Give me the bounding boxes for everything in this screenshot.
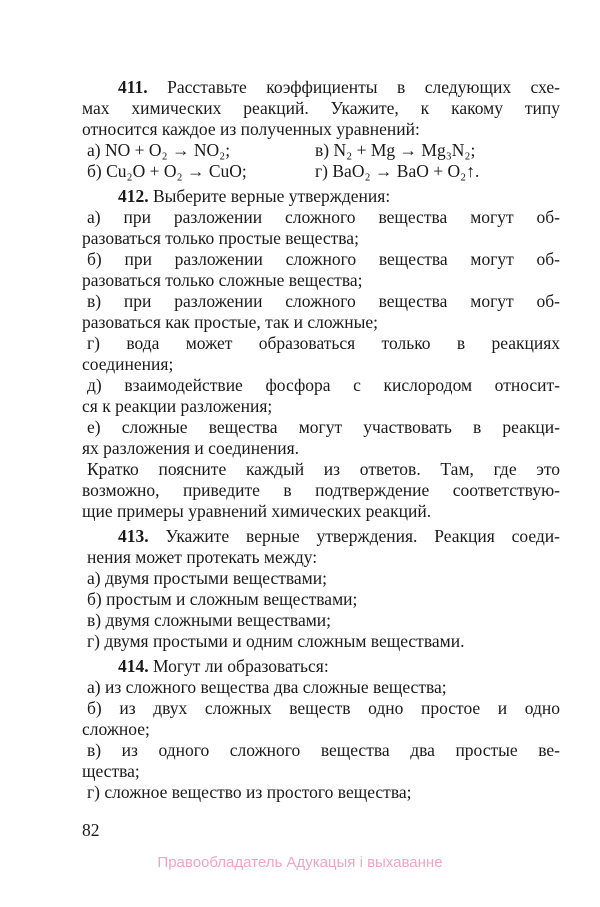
text-line: щества; xyxy=(82,761,140,781)
text-line: соединения; xyxy=(82,354,174,374)
text-line: а) при разложении сложного вещества могут об- xyxy=(87,207,560,227)
item-list xyxy=(82,677,560,803)
list-item xyxy=(82,417,560,459)
text-line: ях разложения и соединения. xyxy=(82,438,299,458)
text-line: мах химических реакций. Укажите, к какому типу xyxy=(82,98,560,118)
list-item xyxy=(82,782,560,803)
equation-row: а) NO + O₂ → NO₂; в) N₂ + Mg → Mg₃N₂; xyxy=(87,140,476,160)
list-item: б) простым и сложным веществами; xyxy=(87,589,358,609)
text-line: сложное; xyxy=(82,719,150,739)
text-line: д) взаимодействие фосфора с кислородом относит- xyxy=(87,375,560,395)
exercise-number: 412. xyxy=(118,186,149,206)
text-line: разоваться как простые, так и сложные; xyxy=(82,312,379,332)
exercise-412: 412. Выберите верные утверждения: а) при разложении сложного вещества могут об- разоваться только простые вещества; б) при разложении сложного вещества могут об- разоваться только сложные вещества; в) при разложении сложного вещества могут об- разоваться как простые, так и сложные; г) вода может образоваться только в реакциях соединения; д) взаимодействие фосфора с кислородом относит- ся к реакции разложения; е) сложные вещества могут участвовать в реакци- ях разложения и соединения. Кратко поясните каждый из ответов. Там, где это возможно, приведите в подтверждение соответствую- щие примеры уравнений химических реакций. xyxy=(82,186,560,521)
text-line: е) сложные вещества могут участвовать в реакци- xyxy=(87,417,560,437)
exercise-number: 413. xyxy=(118,526,149,546)
text-line: разоваться только сложные вещества; xyxy=(82,270,363,290)
watermark: Правообладатель Адукацыя і выхаванне xyxy=(157,854,443,871)
text-line: щие примеры уравнений химических реакций. xyxy=(82,501,432,521)
text-line: в) из одного сложного вещества два простые ве- xyxy=(87,740,560,760)
list-item xyxy=(82,459,560,522)
list-item xyxy=(82,677,560,698)
page-text xyxy=(82,77,560,807)
text-line: в) при разложении сложного вещества могут об- xyxy=(87,291,560,311)
text-line: г) вода может образоваться только в реакциях xyxy=(87,333,560,353)
text-line: относится каждое из полученных уравнений: xyxy=(82,119,420,139)
list-item: в) двумя сложными веществами; xyxy=(87,610,332,630)
list-item: а) двумя простыми веществами; xyxy=(87,568,327,588)
list-item xyxy=(82,291,560,333)
page-number: 82 xyxy=(82,820,100,840)
list-item xyxy=(82,740,560,782)
equation-row: б) Cu₂O + O₂ → CuO; г) BaO₂ → BaO + O₂↑. xyxy=(87,161,480,181)
exercise-413: 413. Укажите верные утверждения. Реакция соеди- нения может протекать между: а) двумя простыми веществами; б) простым и сложным веществами; в) двумя сложными веществами; г) двумя простыми и одним сложным веществами. xyxy=(82,526,560,652)
text-line: а) из сложного вещества два сложные вещества; xyxy=(87,677,447,697)
text-line: б) при разложении сложного вещества могут об- xyxy=(87,249,560,269)
list-item xyxy=(82,375,560,417)
text-line: Кратко поясните каждый из ответов. Там, где это xyxy=(87,459,560,479)
item-list xyxy=(82,207,560,522)
list-item xyxy=(82,207,560,249)
exercise-number: 411. xyxy=(118,77,148,97)
list-item: г) двумя простыми и одним сложным веществами. xyxy=(87,631,465,651)
list-item xyxy=(82,333,560,375)
list-item xyxy=(82,249,560,291)
text-line: б) из двух сложных веществ одно простое и одно xyxy=(87,698,560,718)
exercise-411: 411. Расставьте коэффициенты в следующих схе- мах химических реакций. Укажите, к какому типу относится каждое из полученных уравнений: а) NO + O₂ → NO₂; в) N₂ + Mg → Mg₃N₂; б) Cu₂O + O₂ → CuO; г) BaO₂ → BaO + O₂↑. xyxy=(82,77,560,181)
list-item xyxy=(82,698,560,740)
text-line: возможно, приведите в подтверждение соответствую- xyxy=(82,480,560,500)
text-line: ся к реакции разложения; xyxy=(82,396,273,416)
exercise-414: 414. Могут ли образоваться: а) из сложного вещества два сложные вещества; б) из двух сложных веществ одно простое и одно сложное; в) из одного сложного вещества два простые ве- щества; г) сложное вещество из простого вещества; xyxy=(82,656,560,802)
text-line: г) сложное вещество из простого вещества; xyxy=(87,782,412,802)
text-line: разоваться только простые вещества; xyxy=(82,228,359,248)
exercise-number: 414. xyxy=(118,656,149,676)
text-line: нения может протекать между: xyxy=(87,547,318,567)
